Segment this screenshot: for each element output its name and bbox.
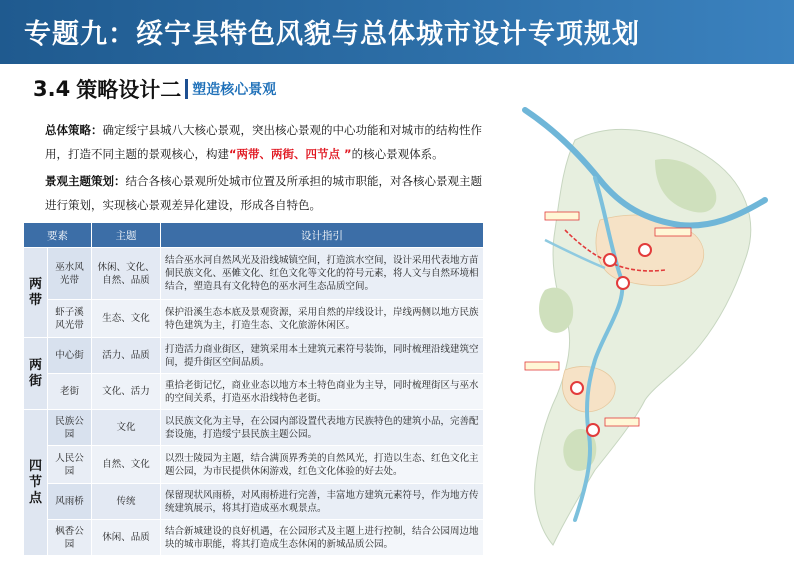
strategy-label: 总体策略： (45, 123, 103, 137)
row-guide: 打造活力商业街区，建筑采用本土建筑元素符号装饰，同时梳理沿线建筑空间，提升街区空间品质。 (161, 338, 484, 374)
group-label: 两街 (24, 338, 48, 410)
row-theme: 休闲、文化、自然、品质 (92, 248, 161, 300)
strategy-paragraph (45, 118, 485, 166)
group-label: 四节点 (24, 410, 48, 556)
strategy-text: 确定绥宁县城八大核心景观，突出核心景观的中心功能和对城市的结构性作用，打造不同主题的景观核心，构建 (45, 123, 482, 161)
node-marker (639, 244, 651, 256)
section-title: 策略设计二 (76, 78, 182, 102)
group-label: 两带 (24, 248, 48, 338)
row-element: 枫香公园 (48, 520, 92, 556)
table-header-row (24, 223, 484, 248)
map-callout (655, 228, 691, 236)
row-theme: 活力、品质 (92, 338, 161, 374)
row-guide: 以民族文化为主导，在公园内部设置代表地方民族特色的建筑小品，完善配套设施，打造绥宁县民族主题公园。 (161, 410, 484, 446)
map-callout (605, 418, 639, 426)
header-element: 要素 (24, 223, 92, 248)
table-row (24, 484, 484, 520)
node-marker (604, 254, 616, 266)
table-row (24, 338, 484, 374)
row-element: 虾子溪风光带 (48, 300, 92, 338)
row-guide: 结合巫水河自然风光及沿线城镇空间，打造滨水空间，设计采用代表地方苗侗民族文化、巫傩文化、红色文化等文化的符号元素，将人文与自然环境相结合，塑造具有文化特色的巫水河生态品质空间。 (161, 248, 484, 300)
table-row (24, 410, 484, 446)
row-element: 老街 (48, 374, 92, 410)
row-element: 巫水风光带 (48, 248, 92, 300)
strategy-tail: 的核心景观体系。 (351, 147, 444, 161)
row-guide: 保护沿溪生态本底及景观资源，采用自然的岸线设计，岸线两侧以地方民族特色建筑为主，打造生态、文化旅游休闲区。 (161, 300, 484, 338)
table-row (24, 248, 484, 300)
row-element: 民族公园 (48, 410, 92, 446)
landscape-table (23, 222, 484, 556)
theme-text: 结合各核心景观所处城市位置及所承担的城市职能，对各核心景观主题进行策划，实现核心景观差异化建设，形成各自特色。 (45, 174, 482, 212)
map-callout (545, 212, 579, 220)
row-theme: 生态、文化 (92, 300, 161, 338)
row-theme: 文化 (92, 410, 161, 446)
table-row (24, 300, 484, 338)
theme-label: 景观主题策划： (45, 174, 126, 188)
node-marker (587, 424, 599, 436)
row-theme: 休闲、品质 (92, 520, 161, 556)
row-guide: 以烈士陵园为主题，结合满顶界秀美的自然风光，打造以生态、红色文化主题公园，为市民提供休闲游戏，红色文化体验的好去处。 (161, 446, 484, 484)
node-marker (617, 277, 629, 289)
landscape-plan-map (505, 100, 790, 555)
table-row (24, 446, 484, 484)
table-row (24, 374, 484, 410)
row-element: 风雨桥 (48, 484, 92, 520)
section-subtitle: 塑造核心景观 (192, 82, 277, 98)
row-guide: 结合新城建设的良好机遇，在公园形式及主题上进行控制，结合公园周边地块的城市职能，将其打造成生态休闲的新城品质公园。 (161, 520, 484, 556)
map-callout (525, 362, 559, 370)
header-banner (0, 0, 794, 64)
node-marker (571, 382, 583, 394)
table-row (24, 520, 484, 556)
section-divider (185, 79, 188, 99)
header-guide: 设计指引 (161, 223, 484, 248)
section-heading (33, 76, 276, 102)
row-theme: 自然、文化 (92, 446, 161, 484)
section-number: 3.4 (33, 77, 71, 101)
valley-terrain (535, 129, 751, 545)
header-theme: 主题 (92, 223, 161, 248)
strategy-highlight: “两带、两街、四节点 ” (229, 147, 352, 161)
row-theme: 传统 (92, 484, 161, 520)
theme-paragraph (45, 169, 485, 217)
row-theme: 文化、活力 (92, 374, 161, 410)
page-title: 专题九：绥宁县特色风貌与总体城市设计专项规划 (24, 19, 640, 50)
row-element: 人民公园 (48, 446, 92, 484)
row-element: 中心街 (48, 338, 92, 374)
row-guide: 保留现状风雨桥，对风雨桥进行完善，丰富地方建筑元素符号，作为地方传统建筑展示，将其打造成巫水观景点。 (161, 484, 484, 520)
row-guide: 重拾老街记忆，商业业态以地方本土特色商业为主导，同时梳理街区与巫水的空间关系，打造巫水沿线特色老街。 (161, 374, 484, 410)
